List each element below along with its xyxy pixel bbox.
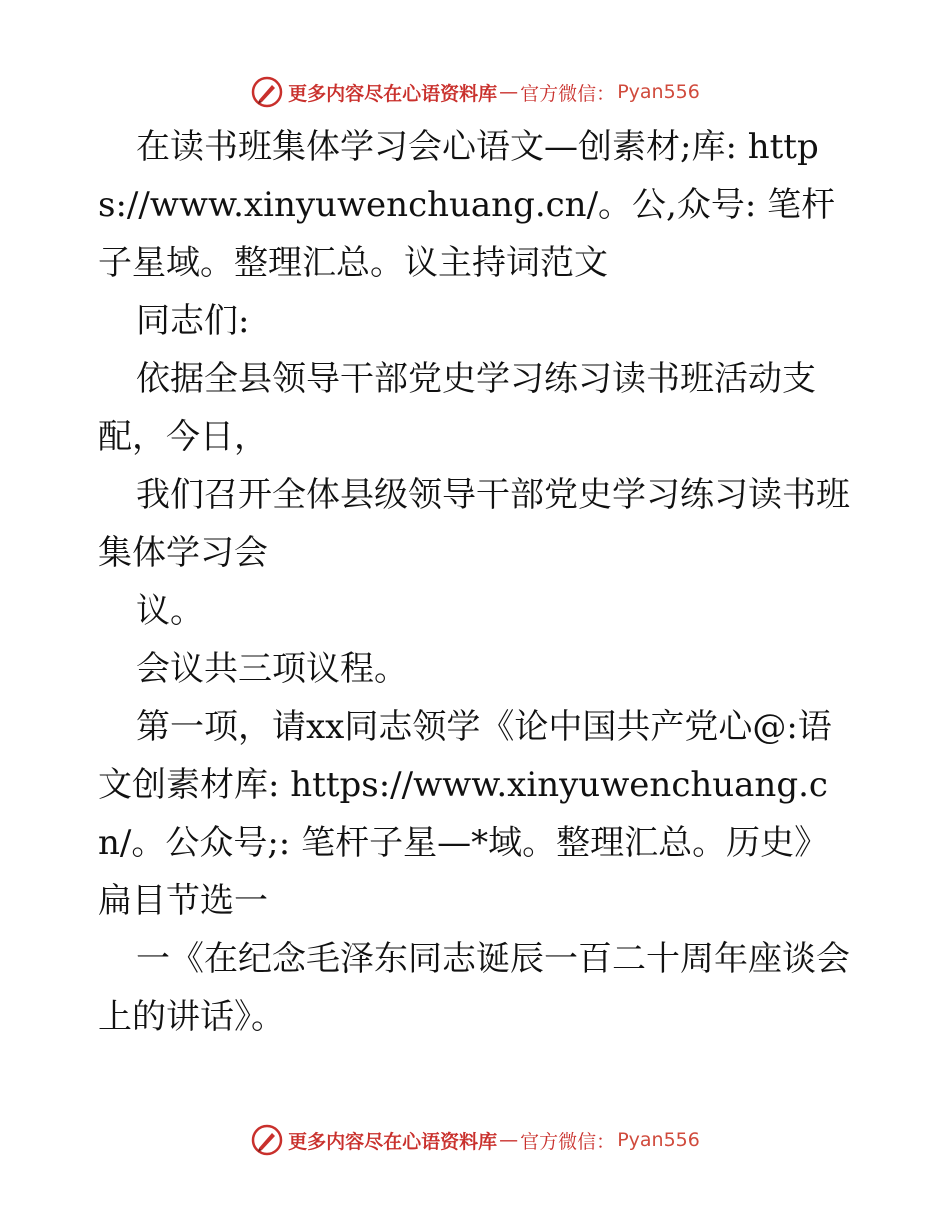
paragraph-meeting: 我们召开全体县级领导干部党史学习练习读书班集体学习会: [98, 475, 850, 573]
banner-main-text: 更多内容尽在心语资料库: [288, 1130, 498, 1153]
banner-account: Pyan556: [617, 81, 700, 103]
banner-label: 官方微信：: [520, 1130, 616, 1153]
banner-account: Pyan556: [617, 1129, 700, 1151]
pen-logo-icon: [250, 75, 284, 109]
paragraph-agenda-count: 会议共三项议程。: [136, 649, 408, 689]
paragraph-salutation: 同志们:: [136, 301, 250, 341]
banner-dash: —: [499, 81, 519, 103]
footer-watermark-banner: [0, 1120, 950, 1160]
banner-main-text: 更多内容尽在心语资料库: [288, 82, 498, 105]
paragraph-agenda-item-1: 第一项，请xx同志领学《论中国共产党心@:语文创素材库: https://www.xinyuwenchuang.cn/。公众号;: 笔杆子星—*域。整理汇总。历史》扁目节选一: [98, 707, 832, 921]
header-watermark-banner: [0, 72, 950, 112]
document-body: [98, 118, 858, 1046]
paragraph-speech-title: 一《在纪念毛泽东同志诞辰一百二十周年座谈会上的讲话》。: [98, 939, 850, 1037]
banner-label: 官方微信：: [520, 82, 616, 105]
pen-logo-icon: [250, 1123, 284, 1157]
paragraph-intro: 在读书班集体学习会心语文—创素材;库: https://www.xinyuwenchuang.cn/。公,众号: 笔杆子星域。整理汇总。议主持词范文: [98, 127, 836, 283]
paragraph-meeting-end: 议。: [136, 591, 204, 631]
banner-dash: —: [499, 1129, 519, 1151]
paragraph-basis: 依据全县领导干部党史学习练习读书班活动支配，今日，: [98, 359, 816, 457]
